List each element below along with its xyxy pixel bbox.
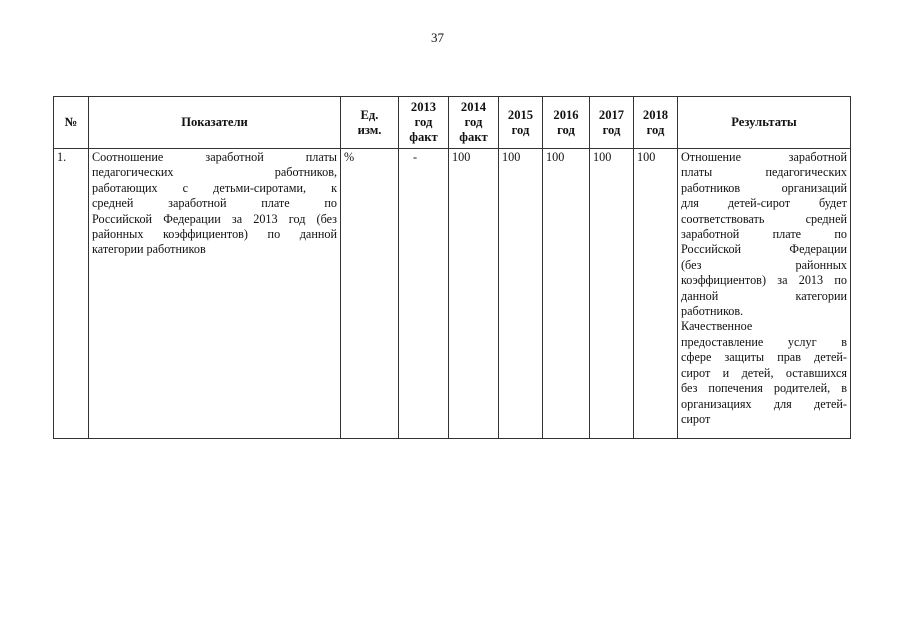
result-line: работников организаций bbox=[681, 180, 847, 195]
header-2015-line: год bbox=[511, 122, 530, 137]
header-unit-line: изм. bbox=[357, 122, 382, 137]
header-2014-line: факт bbox=[459, 130, 488, 144]
header-2016-line: год bbox=[557, 122, 575, 137]
indicator-line: педагогических работников, bbox=[92, 165, 337, 180]
header-2014-line: год bbox=[464, 115, 483, 129]
header-2014 bbox=[449, 97, 499, 149]
result-line: сфере защиты прав детей- bbox=[681, 350, 847, 365]
header-2016-line: 2016 bbox=[553, 107, 579, 122]
indicator-line: районных коэффициентов) по данной bbox=[92, 227, 337, 242]
indicator-line: работающих с детьми-сиротами, к bbox=[92, 180, 337, 195]
value-2013: - bbox=[399, 149, 449, 439]
header-2015-line: 2015 bbox=[507, 107, 534, 122]
result-line: работников. bbox=[681, 304, 744, 319]
result-line: предоставление услуг в bbox=[681, 334, 847, 349]
header-2013-line: факт bbox=[409, 130, 438, 144]
header-2016 bbox=[543, 97, 590, 149]
header-2013-line: год bbox=[414, 115, 433, 129]
unit-cell: % bbox=[341, 149, 399, 439]
result-line: Российской Федерации bbox=[681, 242, 847, 257]
header-number: № bbox=[54, 97, 89, 149]
result-line: платы педагогических bbox=[681, 165, 847, 180]
header-2017-line: год bbox=[602, 122, 621, 137]
header-results: Результаты bbox=[678, 97, 851, 149]
value-2016: 100 bbox=[543, 149, 590, 439]
value-2014: 100 bbox=[449, 149, 499, 439]
header-2017 bbox=[590, 97, 634, 149]
result-line: для детей-сирот будет bbox=[681, 196, 847, 211]
header-2018-line: год bbox=[646, 122, 665, 137]
header-2018-line: 2018 bbox=[642, 107, 669, 122]
result-line: организациях для детей- bbox=[681, 396, 847, 411]
result-line: коэффициентов) за 2013 по bbox=[681, 273, 847, 288]
header-2018 bbox=[634, 97, 678, 149]
header-indicators: Показатели bbox=[89, 97, 341, 149]
table-row bbox=[54, 149, 851, 439]
page-number: 37 bbox=[431, 30, 444, 45]
header-unit-line: Ед. bbox=[360, 107, 379, 122]
result-line: Отношение заработной bbox=[681, 150, 847, 164]
header-2014-line: 2014 bbox=[460, 100, 487, 114]
header-2013-line: 2013 bbox=[410, 100, 437, 114]
result-line: сирот bbox=[681, 411, 711, 426]
value-2015: 100 bbox=[499, 149, 543, 439]
value-2018: 100 bbox=[634, 149, 678, 439]
table-header-row bbox=[54, 97, 851, 149]
result-line: без попечения родителей, в bbox=[681, 381, 847, 396]
indicator-cell bbox=[89, 149, 341, 439]
result-line: данной категории bbox=[681, 288, 847, 303]
result-line: соответствовать средней bbox=[681, 211, 847, 226]
header-2015 bbox=[499, 97, 543, 149]
indicators-table bbox=[53, 96, 851, 439]
indicator-line: средней заработной плате по bbox=[92, 196, 337, 211]
indicator-line: Соотношение заработной платы bbox=[92, 150, 337, 164]
header-2017-line: 2017 bbox=[598, 107, 625, 122]
row-number: 1. bbox=[54, 149, 89, 439]
result-line: сирот и детей, оставшихся bbox=[681, 365, 847, 380]
result-line: Качественное bbox=[681, 319, 753, 334]
indicator-line: Российской Федерации за 2013 год (без bbox=[92, 211, 337, 226]
indicator-line: категории работников bbox=[92, 242, 206, 257]
value-2017: 100 bbox=[590, 149, 634, 439]
results-cell bbox=[678, 149, 851, 439]
result-line: заработной плате по bbox=[681, 227, 847, 242]
header-unit bbox=[341, 97, 399, 149]
header-2013 bbox=[399, 97, 449, 149]
result-line: (без районных bbox=[681, 257, 847, 272]
